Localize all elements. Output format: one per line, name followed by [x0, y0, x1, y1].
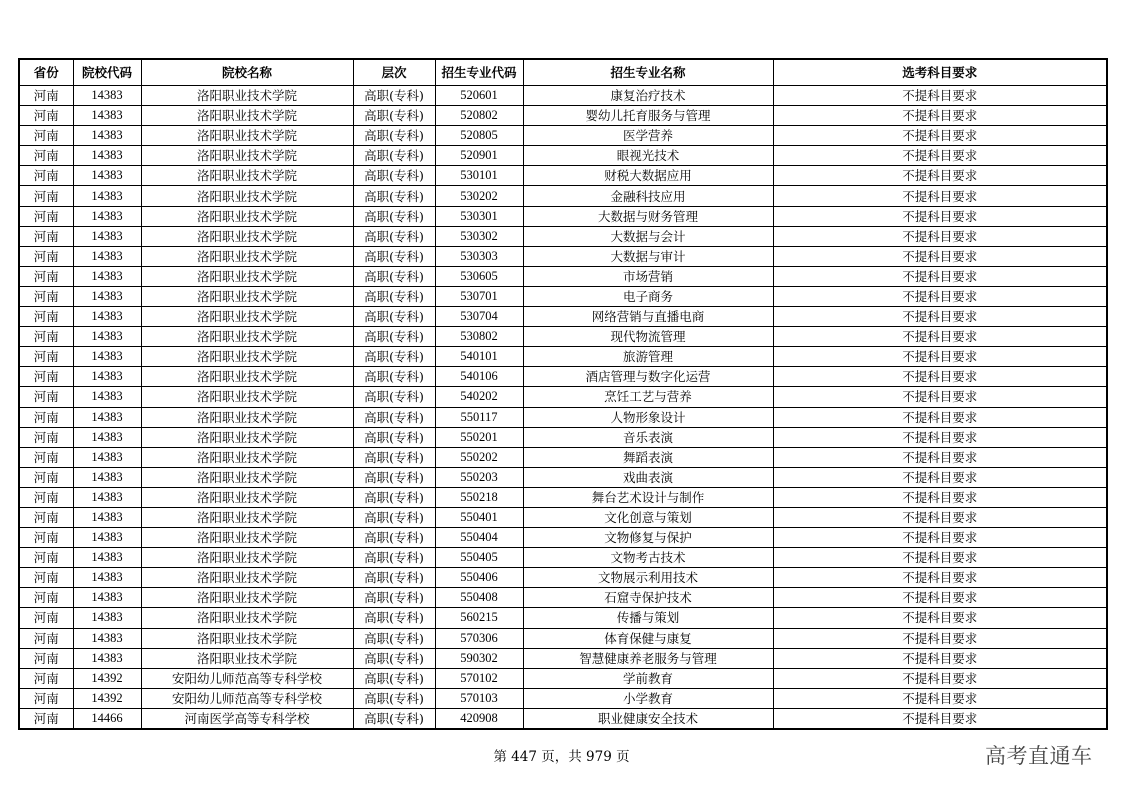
cell-major-code: 530301	[435, 206, 523, 226]
cell-subject-requirement: 不提科目要求	[773, 407, 1107, 427]
cell-subject-requirement: 不提科目要求	[773, 367, 1107, 387]
cell-major-code: 550404	[435, 528, 523, 548]
cell-level: 高职(专科)	[353, 226, 435, 246]
cell-major-code: 520802	[435, 106, 523, 126]
cell-school-name: 洛阳职业技术学院	[141, 166, 353, 186]
table-row	[19, 668, 1107, 688]
cell-province: 河南	[19, 387, 73, 407]
cell-province: 河南	[19, 146, 73, 166]
cell-major-name: 文物考古技术	[523, 548, 773, 568]
table-row	[19, 407, 1107, 427]
cell-province: 河南	[19, 487, 73, 507]
cell-school-code: 14392	[73, 668, 141, 688]
cell-major-name: 市场营销	[523, 266, 773, 286]
cell-subject-requirement: 不提科目要求	[773, 186, 1107, 206]
cell-major-name: 金融科技应用	[523, 186, 773, 206]
cell-province: 河南	[19, 286, 73, 306]
cell-school-name: 河南医学高等专科学校	[141, 708, 353, 729]
cell-major-name: 舞台艺术设计与制作	[523, 487, 773, 507]
cell-school-name: 洛阳职业技术学院	[141, 266, 353, 286]
cell-level: 高职(专科)	[353, 307, 435, 327]
cell-school-code: 14383	[73, 427, 141, 447]
cell-major-name: 智慧健康养老服务与管理	[523, 648, 773, 668]
cell-province: 河南	[19, 106, 73, 126]
cell-school-name: 洛阳职业技术学院	[141, 447, 353, 467]
cell-school-code: 14383	[73, 86, 141, 106]
header-school-code: 院校代码	[73, 59, 141, 86]
cell-level: 高职(专科)	[353, 608, 435, 628]
cell-province: 河南	[19, 588, 73, 608]
cell-major-code: 530605	[435, 266, 523, 286]
cell-school-code: 14383	[73, 548, 141, 568]
cell-school-name: 洛阳职业技术学院	[141, 568, 353, 588]
cell-school-name: 洛阳职业技术学院	[141, 648, 353, 668]
cell-school-code: 14383	[73, 447, 141, 467]
cell-subject-requirement: 不提科目要求	[773, 447, 1107, 467]
header-major-code: 招生专业代码	[435, 59, 523, 86]
cell-province: 河南	[19, 307, 73, 327]
cell-school-name: 洛阳职业技术学院	[141, 528, 353, 548]
cell-subject-requirement: 不提科目要求	[773, 387, 1107, 407]
cell-level: 高职(专科)	[353, 648, 435, 668]
cell-major-code: 550201	[435, 427, 523, 447]
table-row	[19, 467, 1107, 487]
cell-major-name: 旅游管理	[523, 347, 773, 367]
cell-major-name: 戏曲表演	[523, 467, 773, 487]
cell-province: 河南	[19, 708, 73, 729]
cell-subject-requirement: 不提科目要求	[773, 286, 1107, 306]
cell-subject-requirement: 不提科目要求	[773, 266, 1107, 286]
cell-level: 高职(专科)	[353, 106, 435, 126]
cell-province: 河南	[19, 407, 73, 427]
cell-level: 高职(专科)	[353, 246, 435, 266]
table-row	[19, 688, 1107, 708]
cell-province: 河南	[19, 166, 73, 186]
cell-level: 高职(专科)	[353, 126, 435, 146]
cell-major-code: 530303	[435, 246, 523, 266]
cell-school-code: 14383	[73, 588, 141, 608]
cell-subject-requirement: 不提科目要求	[773, 588, 1107, 608]
cell-school-code: 14392	[73, 688, 141, 708]
cell-major-name: 音乐表演	[523, 427, 773, 447]
cell-major-code: 520901	[435, 146, 523, 166]
cell-major-code: 540106	[435, 367, 523, 387]
cell-level: 高职(专科)	[353, 447, 435, 467]
cell-school-name: 洛阳职业技术学院	[141, 467, 353, 487]
cell-major-name: 医学营养	[523, 126, 773, 146]
cell-school-name: 洛阳职业技术学院	[141, 186, 353, 206]
cell-subject-requirement: 不提科目要求	[773, 206, 1107, 226]
cell-major-code: 550203	[435, 467, 523, 487]
cell-school-code: 14383	[73, 467, 141, 487]
cell-level: 高职(专科)	[353, 708, 435, 729]
table-header-row	[19, 59, 1107, 86]
cell-major-name: 文物展示利用技术	[523, 568, 773, 588]
header-major-name: 招生专业名称	[523, 59, 773, 86]
cell-province: 河南	[19, 126, 73, 146]
table-row	[19, 528, 1107, 548]
cell-school-code: 14383	[73, 648, 141, 668]
cell-subject-requirement: 不提科目要求	[773, 166, 1107, 186]
cell-school-code: 14383	[73, 367, 141, 387]
cell-school-code: 14383	[73, 307, 141, 327]
table-row	[19, 387, 1107, 407]
cell-school-code: 14383	[73, 568, 141, 588]
cell-school-name: 洛阳职业技术学院	[141, 347, 353, 367]
cell-school-code: 14383	[73, 628, 141, 648]
cell-major-code: 520601	[435, 86, 523, 106]
cell-level: 高职(专科)	[353, 186, 435, 206]
cell-major-code: 570306	[435, 628, 523, 648]
cell-major-code: 420908	[435, 708, 523, 729]
cell-major-name: 学前教育	[523, 668, 773, 688]
cell-province: 河南	[19, 608, 73, 628]
cell-school-code: 14466	[73, 708, 141, 729]
cell-level: 高职(专科)	[353, 688, 435, 708]
cell-major-name: 文物修复与保护	[523, 528, 773, 548]
cell-school-code: 14383	[73, 206, 141, 226]
cell-school-name: 洛阳职业技术学院	[141, 307, 353, 327]
cell-major-name: 酒店管理与数字化运营	[523, 367, 773, 387]
watermark-text: 高考直通车	[985, 744, 1093, 768]
cell-school-name: 洛阳职业技术学院	[141, 106, 353, 126]
table-row	[19, 226, 1107, 246]
table-row	[19, 648, 1107, 668]
cell-school-name: 洛阳职业技术学院	[141, 427, 353, 447]
table-row	[19, 307, 1107, 327]
cell-major-code: 530202	[435, 186, 523, 206]
cell-level: 高职(专科)	[353, 467, 435, 487]
cell-school-name: 洛阳职业技术学院	[141, 126, 353, 146]
table-row	[19, 86, 1107, 106]
cell-subject-requirement: 不提科目要求	[773, 688, 1107, 708]
cell-subject-requirement: 不提科目要求	[773, 528, 1107, 548]
cell-major-code: 550401	[435, 507, 523, 527]
admission-table	[18, 58, 1108, 730]
cell-major-code: 560215	[435, 608, 523, 628]
cell-level: 高职(专科)	[353, 568, 435, 588]
cell-level: 高职(专科)	[353, 146, 435, 166]
cell-major-code: 530101	[435, 166, 523, 186]
cell-major-code: 570103	[435, 688, 523, 708]
cell-subject-requirement: 不提科目要求	[773, 307, 1107, 327]
cell-province: 河南	[19, 206, 73, 226]
cell-school-name: 安阳幼儿师范高等专科学校	[141, 668, 353, 688]
cell-major-name: 传播与策划	[523, 608, 773, 628]
cell-school-name: 洛阳职业技术学院	[141, 387, 353, 407]
cell-school-code: 14383	[73, 106, 141, 126]
cell-major-code: 550218	[435, 487, 523, 507]
table-row	[19, 206, 1107, 226]
cell-level: 高职(专科)	[353, 507, 435, 527]
cell-subject-requirement: 不提科目要求	[773, 708, 1107, 729]
cell-level: 高职(专科)	[353, 206, 435, 226]
cell-school-code: 14383	[73, 266, 141, 286]
table-body	[19, 86, 1107, 730]
cell-subject-requirement: 不提科目要求	[773, 86, 1107, 106]
cell-major-name: 婴幼儿托育服务与管理	[523, 106, 773, 126]
cell-province: 河南	[19, 688, 73, 708]
cell-major-code: 550405	[435, 548, 523, 568]
cell-major-name: 网络营销与直播电商	[523, 307, 773, 327]
cell-level: 高职(专科)	[353, 367, 435, 387]
table-row	[19, 286, 1107, 306]
cell-school-name: 洛阳职业技术学院	[141, 246, 353, 266]
cell-level: 高职(专科)	[353, 548, 435, 568]
cell-province: 河南	[19, 367, 73, 387]
cell-major-code: 530302	[435, 226, 523, 246]
cell-level: 高职(专科)	[353, 588, 435, 608]
cell-school-name: 洛阳职业技术学院	[141, 86, 353, 106]
cell-school-code: 14383	[73, 186, 141, 206]
table-row	[19, 126, 1107, 146]
cell-major-code: 530701	[435, 286, 523, 306]
cell-subject-requirement: 不提科目要求	[773, 648, 1107, 668]
cell-major-name: 人物形象设计	[523, 407, 773, 427]
cell-major-name: 烹饪工艺与营养	[523, 387, 773, 407]
cell-subject-requirement: 不提科目要求	[773, 327, 1107, 347]
cell-level: 高职(专科)	[353, 86, 435, 106]
cell-subject-requirement: 不提科目要求	[773, 347, 1107, 367]
cell-school-name: 洛阳职业技术学院	[141, 367, 353, 387]
cell-school-code: 14383	[73, 347, 141, 367]
cell-subject-requirement: 不提科目要求	[773, 146, 1107, 166]
cell-province: 河南	[19, 327, 73, 347]
cell-subject-requirement: 不提科目要求	[773, 467, 1107, 487]
cell-major-name: 文化创意与策划	[523, 507, 773, 527]
cell-major-code: 540101	[435, 347, 523, 367]
cell-school-name: 洛阳职业技术学院	[141, 407, 353, 427]
cell-subject-requirement: 不提科目要求	[773, 548, 1107, 568]
cell-school-name: 洛阳职业技术学院	[141, 226, 353, 246]
cell-school-name: 洛阳职业技术学院	[141, 327, 353, 347]
cell-level: 高职(专科)	[353, 668, 435, 688]
cell-subject-requirement: 不提科目要求	[773, 226, 1107, 246]
cell-province: 河南	[19, 568, 73, 588]
header-school-name: 院校名称	[141, 59, 353, 86]
cell-school-code: 14383	[73, 507, 141, 527]
cell-subject-requirement: 不提科目要求	[773, 487, 1107, 507]
cell-province: 河南	[19, 548, 73, 568]
cell-school-code: 14383	[73, 166, 141, 186]
table-row	[19, 608, 1107, 628]
cell-major-code: 550117	[435, 407, 523, 427]
cell-level: 高职(专科)	[353, 266, 435, 286]
cell-subject-requirement: 不提科目要求	[773, 126, 1107, 146]
cell-school-code: 14383	[73, 387, 141, 407]
cell-major-code: 550202	[435, 447, 523, 467]
cell-subject-requirement: 不提科目要求	[773, 628, 1107, 648]
cell-school-name: 洛阳职业技术学院	[141, 487, 353, 507]
cell-level: 高职(专科)	[353, 387, 435, 407]
header-province: 省份	[19, 59, 73, 86]
cell-major-name: 职业健康安全技术	[523, 708, 773, 729]
cell-subject-requirement: 不提科目要求	[773, 106, 1107, 126]
cell-major-code: 570102	[435, 668, 523, 688]
cell-subject-requirement: 不提科目要求	[773, 568, 1107, 588]
table-row	[19, 246, 1107, 266]
cell-major-code: 590302	[435, 648, 523, 668]
table-row	[19, 146, 1107, 166]
cell-province: 河南	[19, 467, 73, 487]
cell-school-code: 14383	[73, 126, 141, 146]
cell-level: 高职(专科)	[353, 628, 435, 648]
cell-major-name: 小学教育	[523, 688, 773, 708]
cell-school-name: 洛阳职业技术学院	[141, 507, 353, 527]
cell-level: 高职(专科)	[353, 286, 435, 306]
cell-subject-requirement: 不提科目要求	[773, 507, 1107, 527]
cell-school-code: 14383	[73, 608, 141, 628]
table-row	[19, 568, 1107, 588]
cell-school-name: 洛阳职业技术学院	[141, 206, 353, 226]
cell-level: 高职(专科)	[353, 407, 435, 427]
cell-major-name: 大数据与审计	[523, 246, 773, 266]
header-level: 层次	[353, 59, 435, 86]
cell-major-name: 现代物流管理	[523, 327, 773, 347]
table-row	[19, 166, 1107, 186]
table-row	[19, 347, 1107, 367]
cell-major-name: 眼视光技术	[523, 146, 773, 166]
cell-level: 高职(专科)	[353, 327, 435, 347]
cell-school-code: 14383	[73, 327, 141, 347]
cell-province: 河南	[19, 648, 73, 668]
cell-level: 高职(专科)	[353, 427, 435, 447]
cell-level: 高职(专科)	[353, 166, 435, 186]
cell-school-code: 14383	[73, 146, 141, 166]
cell-province: 河南	[19, 628, 73, 648]
table-row	[19, 708, 1107, 729]
cell-major-name: 大数据与会计	[523, 226, 773, 246]
cell-major-name: 舞蹈表演	[523, 447, 773, 467]
cell-major-name: 大数据与财务管理	[523, 206, 773, 226]
table-row	[19, 427, 1107, 447]
cell-major-code: 550406	[435, 568, 523, 588]
cell-province: 河南	[19, 186, 73, 206]
cell-school-code: 14383	[73, 226, 141, 246]
cell-school-code: 14383	[73, 487, 141, 507]
cell-province: 河南	[19, 528, 73, 548]
table-row	[19, 327, 1107, 347]
cell-school-name: 洛阳职业技术学院	[141, 548, 353, 568]
cell-school-name: 安阳幼儿师范高等专科学校	[141, 688, 353, 708]
cell-major-code: 540202	[435, 387, 523, 407]
table-row	[19, 367, 1107, 387]
table-row	[19, 266, 1107, 286]
cell-major-name: 财税大数据应用	[523, 166, 773, 186]
cell-subject-requirement: 不提科目要求	[773, 608, 1107, 628]
cell-province: 河南	[19, 668, 73, 688]
cell-school-name: 洛阳职业技术学院	[141, 588, 353, 608]
header-subject-requirement: 选考科目要求	[773, 59, 1107, 86]
cell-major-code: 530802	[435, 327, 523, 347]
cell-province: 河南	[19, 266, 73, 286]
page-number-footer: 第 447 页，共 979 页	[493, 749, 630, 765]
table-row	[19, 487, 1107, 507]
cell-major-name: 康复治疗技术	[523, 86, 773, 106]
cell-major-name: 石窟寺保护技术	[523, 588, 773, 608]
table-row	[19, 628, 1107, 648]
cell-province: 河南	[19, 427, 73, 447]
cell-level: 高职(专科)	[353, 528, 435, 548]
table-row	[19, 186, 1107, 206]
cell-major-code: 520805	[435, 126, 523, 146]
cell-major-code: 530704	[435, 307, 523, 327]
cell-province: 河南	[19, 447, 73, 467]
cell-subject-requirement: 不提科目要求	[773, 427, 1107, 447]
cell-school-code: 14383	[73, 528, 141, 548]
cell-major-name: 体育保健与康复	[523, 628, 773, 648]
table-row	[19, 588, 1107, 608]
cell-school-code: 14383	[73, 407, 141, 427]
cell-level: 高职(专科)	[353, 487, 435, 507]
cell-school-name: 洛阳职业技术学院	[141, 628, 353, 648]
cell-province: 河南	[19, 86, 73, 106]
cell-major-name: 电子商务	[523, 286, 773, 306]
table-row	[19, 507, 1107, 527]
cell-province: 河南	[19, 246, 73, 266]
cell-school-name: 洛阳职业技术学院	[141, 286, 353, 306]
cell-level: 高职(专科)	[353, 347, 435, 367]
cell-school-code: 14383	[73, 286, 141, 306]
table-row	[19, 447, 1107, 467]
cell-province: 河南	[19, 226, 73, 246]
cell-subject-requirement: 不提科目要求	[773, 668, 1107, 688]
cell-school-name: 洛阳职业技术学院	[141, 608, 353, 628]
table-row	[19, 548, 1107, 568]
cell-school-name: 洛阳职业技术学院	[141, 146, 353, 166]
cell-province: 河南	[19, 347, 73, 367]
cell-subject-requirement: 不提科目要求	[773, 246, 1107, 266]
cell-province: 河南	[19, 507, 73, 527]
cell-major-code: 550408	[435, 588, 523, 608]
cell-school-code: 14383	[73, 246, 141, 266]
table-row	[19, 106, 1107, 126]
